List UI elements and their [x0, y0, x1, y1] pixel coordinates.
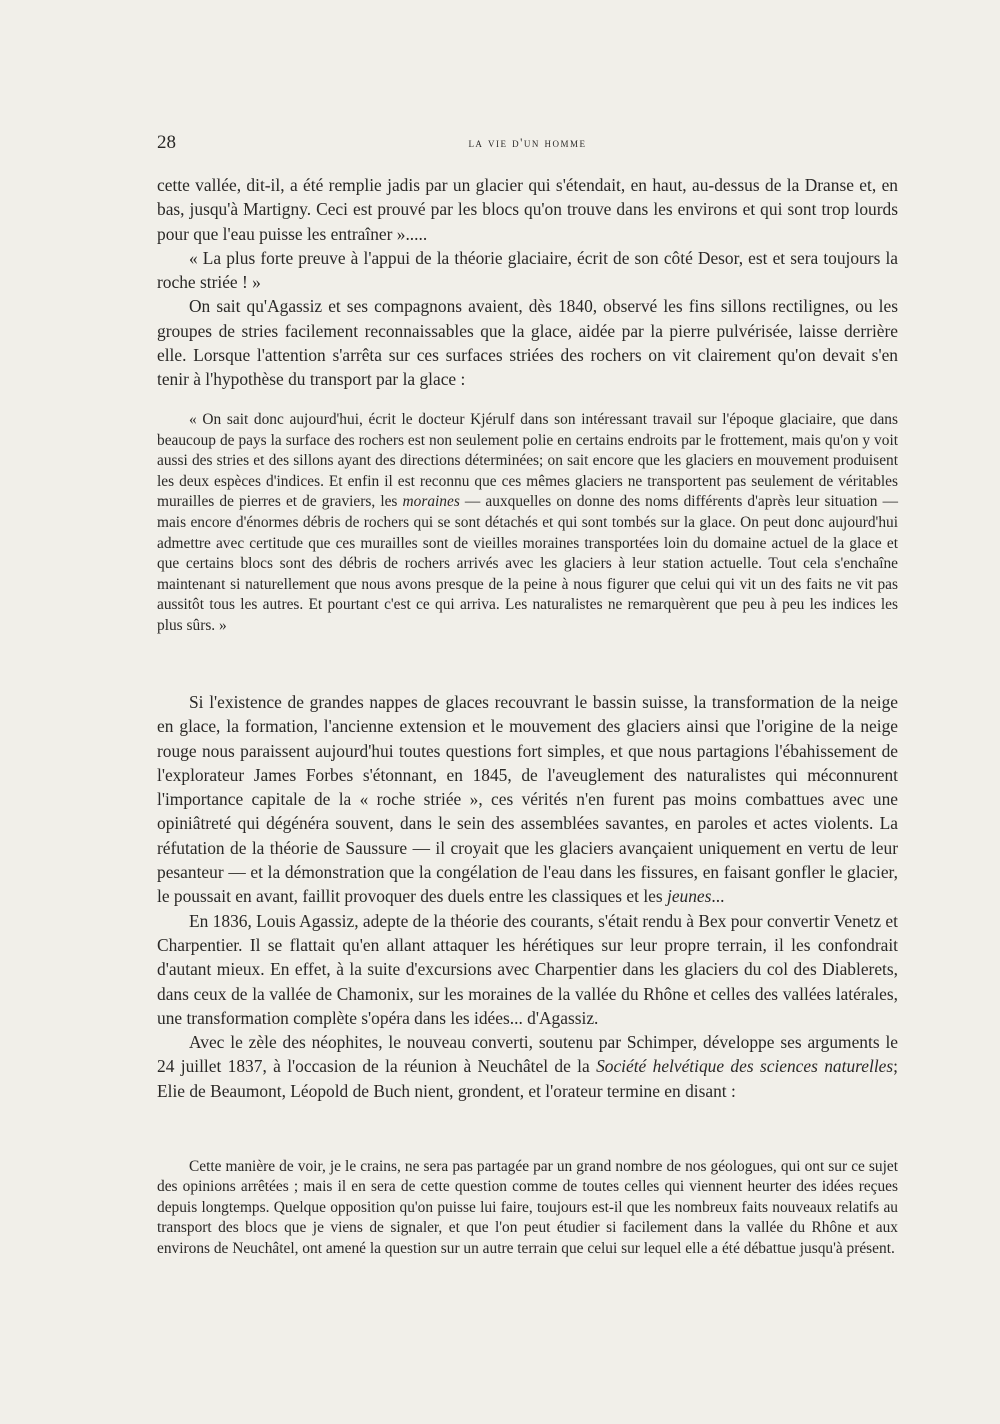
running-head: la vie d'un homme — [468, 136, 587, 150]
paragraph-desor-quote: « La plus forte preuve à l'appui de la théorie glaciaire, écrit de son côté Desor, est et sera toujours la roche striée ! » — [157, 247, 898, 293]
paragraph-agassiz-striae: On sait qu'Agassiz et ses compagnons avaient, dès 1840, observé les fins sillons rectilignes, ou les groupes de stries facilement reconnaissables que la glace, aidée par la pierre pulvérisée, laisse derrière elle. Lorsque l'attention s'arrêta sur ces surfaces striées des rochers on vit clairement qu'on devait s'en tenir à l'hypothèse du transport par la glace : — [157, 296, 898, 390]
paragraph-text-end: ... — [711, 886, 725, 907]
page-number: 28 — [157, 132, 176, 153]
paragraph-text: Si l'existence de grandes nappes de glaces recouvrant le bassin suisse, la transformation de la neige en glace, la formation, l'ancienne extension et le mouvement des glaciers ainsi que l'origine de la neige rouge nous paraissent aujourd'hui toutes questions fort simples, et que nous partagions l'ébahissement de l'explorateur James Forbes s'étonnant, en 1845, de l'aveuglement des naturalistes qui méconnurent l'importance capitale de la « roche striée », ces vérités n'en furent pas moins combattues avec une opiniâtreté qui dégénéra souvent, dans le sein des assemblées savantes, en paroles et actes violents. La réfutation de la théorie de Saussure — il croyait que les glaciers avançaient uniquement en vertu de leur pesanteur — et la démonstration que la congélation de l'eau dans les fissures, en faisant gonfler le glacier, le poussait en avant, faillit provoquer des duels entre les classiques et les — [157, 692, 898, 907]
paragraph-neuchatel-meeting — [157, 1030, 898, 1103]
kjerulf-quote — [157, 410, 898, 637]
agassiz-quote — [157, 1157, 898, 1259]
paragraph-text: Avec le zèle des néophites, le nouveau converti, soutenu par Schimper, développe ses arguments le 24 juillet 1837, à l'occasion de la réunion à Neuchâtel de la — [157, 1032, 898, 1077]
quote-paragraph: Cette manière de voir, je le crains, ne sera pas partagée par un grand nombre de nos géologues, qui ont sur ce sujet des opinions arrêtées ; mais il en sera de cette question comme de toutes celles qui viennent heurter des idées reçues depuis longtemps. Quelque opposition qu'on puisse lui faire, toujours est-il que les nombreux faits nouveaux relatifs au transport des blocs que je viens de signaler, et que l'on peut étudier si facilement dans la vallée du Rhône et aux environs de Neuchâtel, ont amené la question sur un autre terrain que celui sur lequel elle a été débattue jusqu'à présent. — [157, 1158, 898, 1257]
italic-jeunes: jeunes — [666, 886, 712, 907]
quote-paragraph — [157, 410, 898, 637]
page-header — [157, 132, 898, 156]
opening-section — [157, 173, 898, 392]
paragraph-text-end: ; Elie de Beaumont, Léopold de Buch nient, grondent, et l'orateur termine en disant : — [157, 1056, 898, 1101]
main-section — [157, 690, 898, 1103]
italic-society-name: Société helvétique des sciences naturelles — [596, 1056, 894, 1077]
paragraph-agassiz-bex: En 1836, Louis Agassiz, adepte de la théorie des courants, s'était rendu à Bex pour convertir Venetz et Charpentier. Il se flattait qu'en allant attaquer les hérétiques sur leur propre terrain, il les confondrait d'autant mieux. En effet, à la suite d'excursions avec Charpentier dans les glaciers du col des Diablerets, dans ceux de la vallée de Chamonix, sur les moraines de la vallée du Rhône et celles des vallées latérales, une transformation complète s'opéra dans les idées... d'Agassiz. — [157, 910, 898, 1028]
quote-text-end: — auxquelles on donne des noms différents d'après leur situation — mais encore d'énormes débris de rochers qui se sont détachés et qui sont tombés sur la glace. On peut donc aujourd'hui admettre avec certitude que ces murailles sont de vieilles moraines transportées loin du domaine actuel de la glace et que certains blocs sont des débris de rochers arrivés avec les glaciers à leur station actuelle. Tout cela s'enchaîne maintenant si naturellement que nous avons presque de la peine à nous figurer que celui qui vit un des faits ne vit pas aussitôt tous les autres. Et pourtant c'est ce qui arriva. Les naturalistes ne remarquèrent que peu à peu les indices les plus sûrs. » — [157, 493, 898, 634]
paragraph-continuation: cette vallée, dit-il, a été remplie jadis par un glacier qui s'étendait, en haut, au-dessus de la Dranse et, en bas, jusqu'à Martigny. Ceci est prouvé par les blocs qu'on trouve dans les environs et qui sont trop lourds pour que l'eau puisse les entraîner »..... — [157, 175, 898, 244]
quote-italic-moraines: moraines — [402, 493, 460, 511]
quote-text-start: « On sait donc aujourd'hui, écrit le docteur Kjérulf dans son intéressant travail sur l'époque glaciaire, que dans beaucoup de pays la surface des rochers est non seulement polie en certains endroits par le frottement, mais qu'on y voit aussi des stries et des sillons ayant des directions déterminées; on sait encore que les glaciers en mouvement produisent les deux espèces d'indices. Et enfin il est reconnu que ces mêmes glaciers ne transportent pas seulement de véritables murailles de pierres et de graviers, les — [157, 411, 898, 511]
paragraph-glacier-theory — [157, 690, 898, 909]
